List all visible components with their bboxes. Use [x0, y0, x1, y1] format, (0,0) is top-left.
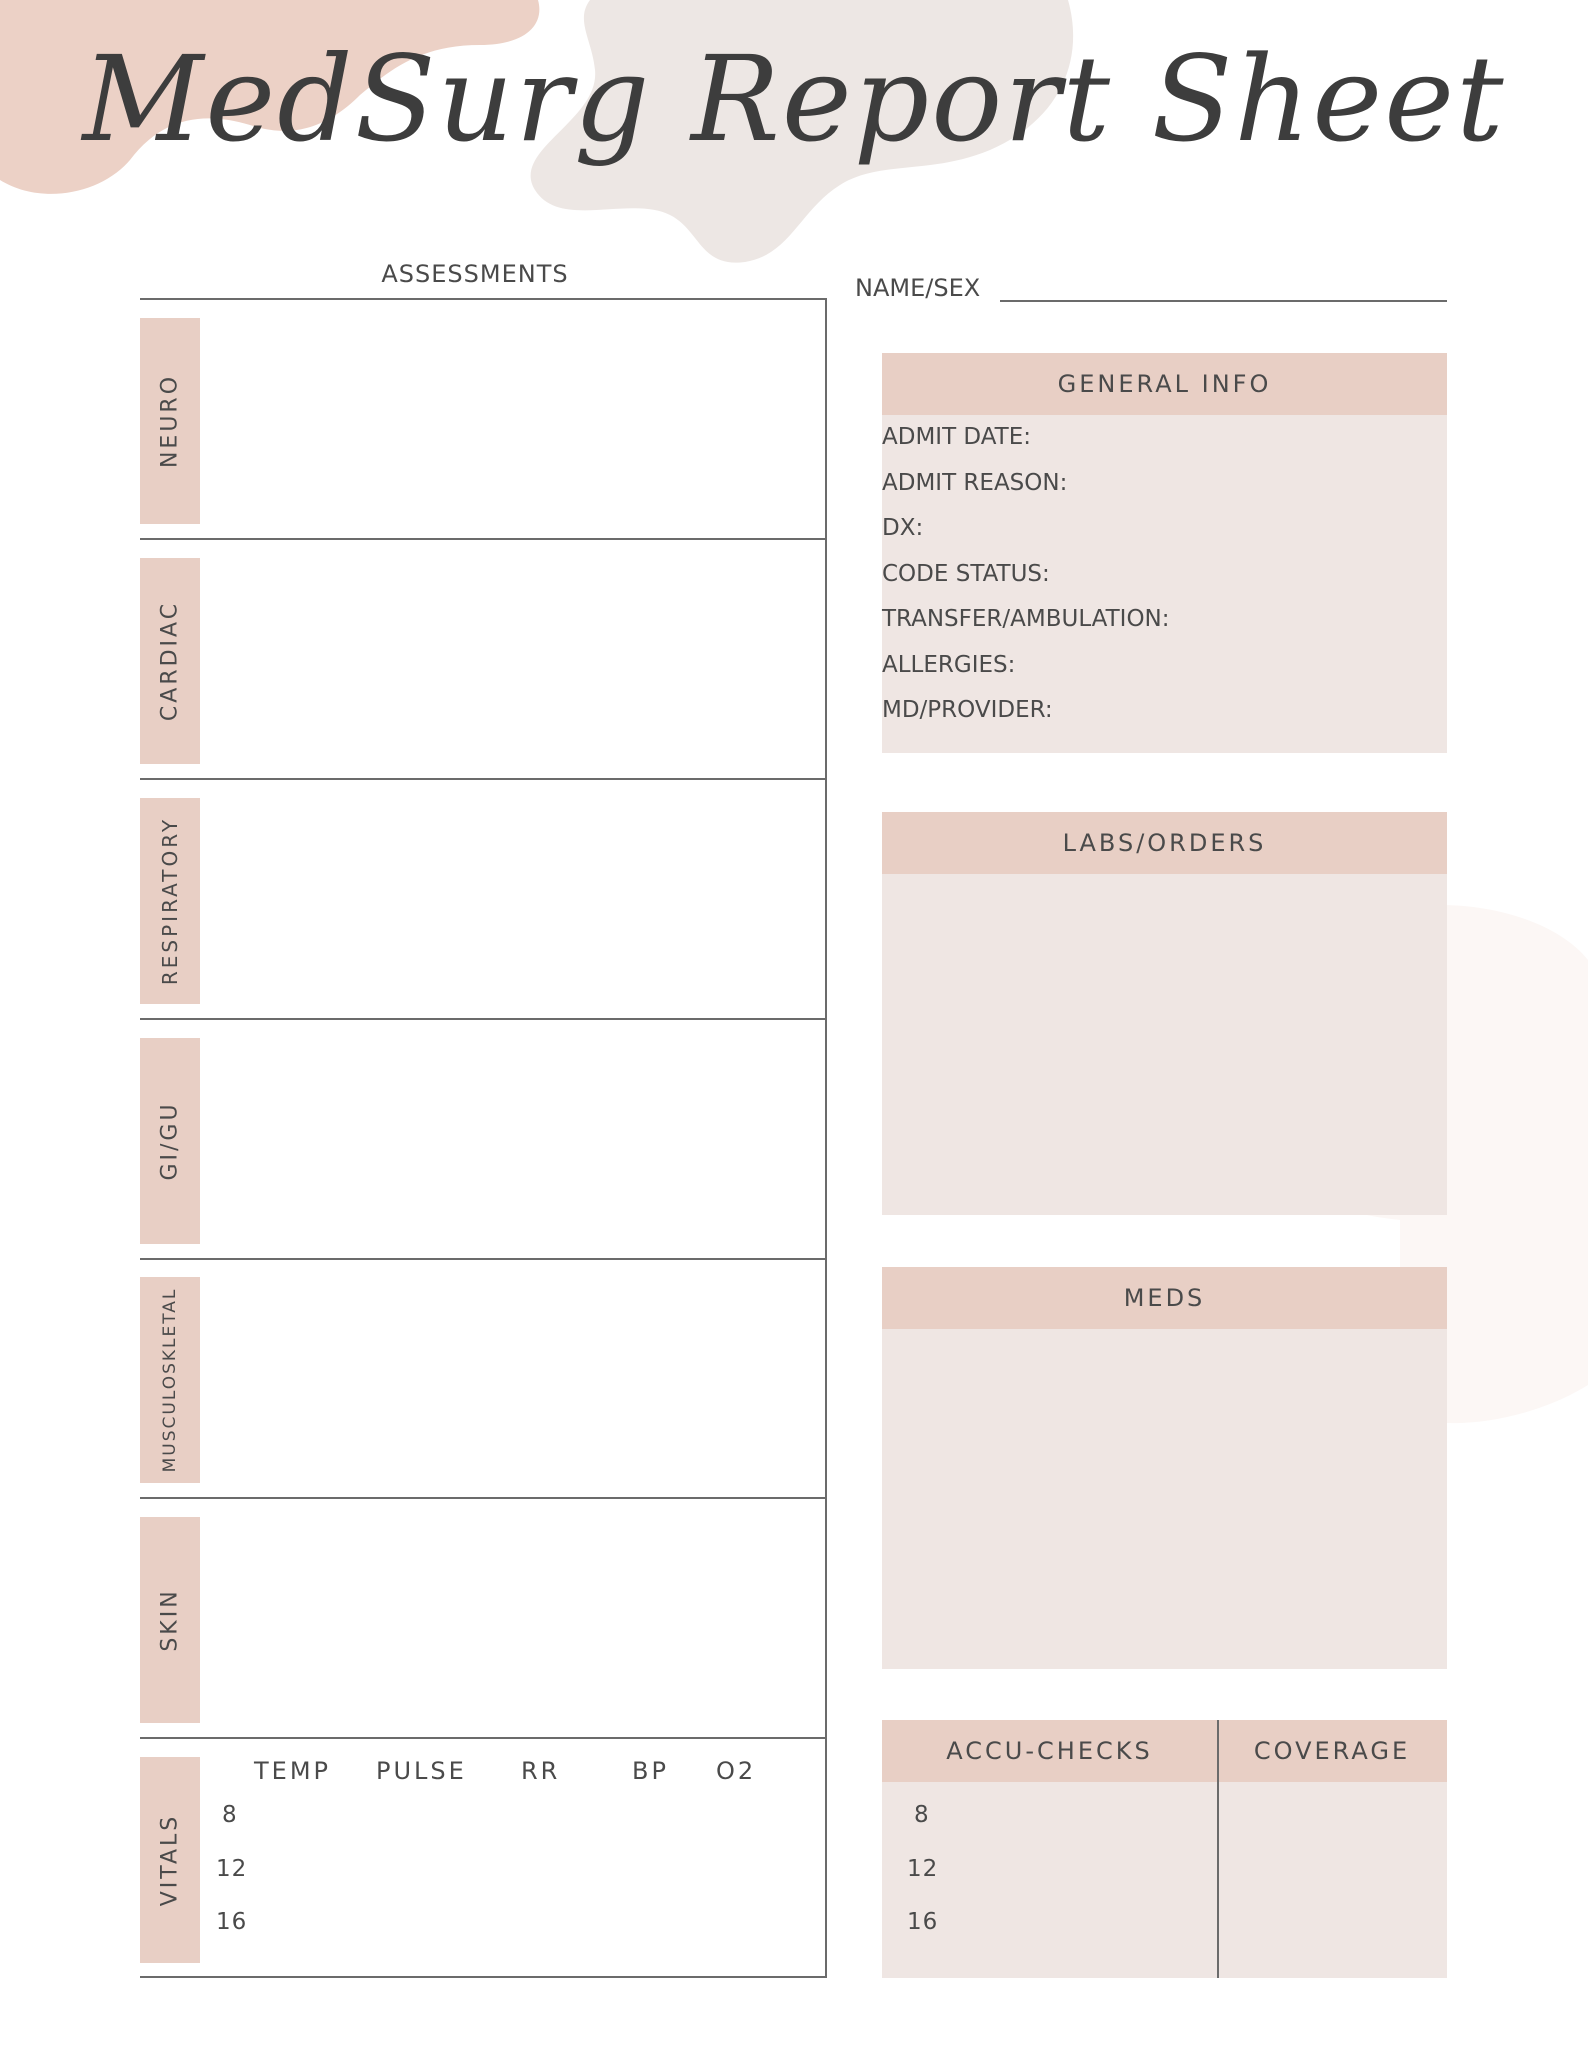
name-sex-field[interactable] [1000, 300, 1447, 302]
name-sex-label: NAME/SEX [855, 274, 981, 302]
vitals-time-12: 12 [216, 1856, 248, 1882]
accu-time-16: 16 [907, 1909, 939, 1935]
vitals-col-rr: RR [521, 1757, 561, 1785]
labs-orders-panel [882, 812, 1447, 1215]
section-label-musculoskeletal: MUSCULOSKLETAL [160, 1287, 180, 1473]
assessments-bottom-line [140, 1976, 827, 1978]
accu-time-12: 12 [907, 1856, 939, 1882]
assessments-right-border [825, 298, 827, 1978]
labs-orders-header: LABS/ORDERS [882, 812, 1447, 874]
section-tab-gigu [140, 1038, 200, 1244]
section-tab-vitals [140, 1757, 200, 1963]
general-info-fields [882, 415, 1447, 734]
divider-skin-vitals [140, 1737, 827, 1739]
accu-checks-panel [882, 1720, 1447, 1978]
divider-neuro-cardiac [140, 538, 827, 540]
meds-area[interactable] [882, 1329, 1447, 1669]
section-tab-skin [140, 1517, 200, 1723]
vitals-time-16: 16 [216, 1909, 248, 1935]
page-title: MedSurg Report Sheet [82, 30, 1506, 168]
coverage-header: COVERAGE [1253, 1737, 1411, 1765]
labs-orders-area[interactable] [882, 874, 1447, 1215]
general-info-header: GENERAL INFO [882, 353, 1447, 415]
section-label-respiratory: RESPIRATORY [158, 816, 182, 986]
section-tab-musculoskeletal [140, 1277, 200, 1483]
section-tab-respiratory [140, 798, 200, 1004]
accu-checks-header-row [882, 1720, 1447, 1782]
divider-gigu-musculoskeletal [140, 1258, 827, 1260]
field-dx[interactable]: DX: [882, 515, 924, 541]
vitals-col-bp: BP [632, 1757, 669, 1785]
vitals-col-pulse: PULSE [376, 1757, 467, 1785]
meds-panel [882, 1267, 1447, 1669]
field-allergies[interactable]: ALLERGIES: [882, 651, 1016, 678]
accu-coverage-divider [1217, 1720, 1219, 1978]
section-label-skin: SKIN [157, 1588, 183, 1652]
divider-cardiac-respiratory [140, 778, 827, 780]
field-code-status[interactable]: CODE STATUS: [882, 560, 1050, 587]
accu-checks-header: ACCU-CHECKS [946, 1737, 1153, 1765]
vitals-time-8: 8 [222, 1802, 238, 1828]
field-admit-reason[interactable]: ADMIT REASON: [882, 469, 1068, 496]
section-label-neuro: NEURO [157, 373, 183, 469]
assessments-header: ASSESSMENTS [381, 260, 569, 288]
section-label-gigu: GI/GU [157, 1101, 183, 1181]
general-info-panel [882, 353, 1447, 753]
field-md-provider[interactable]: MD/PROVIDER: [882, 697, 1053, 723]
section-label-cardiac: CARDIAC [157, 600, 183, 722]
assessments-top-line [140, 298, 827, 300]
section-tab-neuro [140, 318, 200, 524]
divider-respiratory-gigu [140, 1018, 827, 1020]
divider-musculoskeletal-skin [140, 1497, 827, 1499]
vitals-col-o2: O2 [716, 1757, 757, 1785]
vitals-col-temp: TEMP [254, 1757, 332, 1785]
meds-header: MEDS [882, 1267, 1447, 1329]
field-admit-date[interactable]: ADMIT DATE: [882, 424, 1032, 450]
field-transfer-ambulation[interactable]: TRANSFER/AMBULATION: [882, 606, 1170, 632]
section-label-vitals: VITALS [157, 1813, 183, 1907]
section-tab-cardiac [140, 558, 200, 764]
accu-time-8: 8 [914, 1802, 930, 1828]
